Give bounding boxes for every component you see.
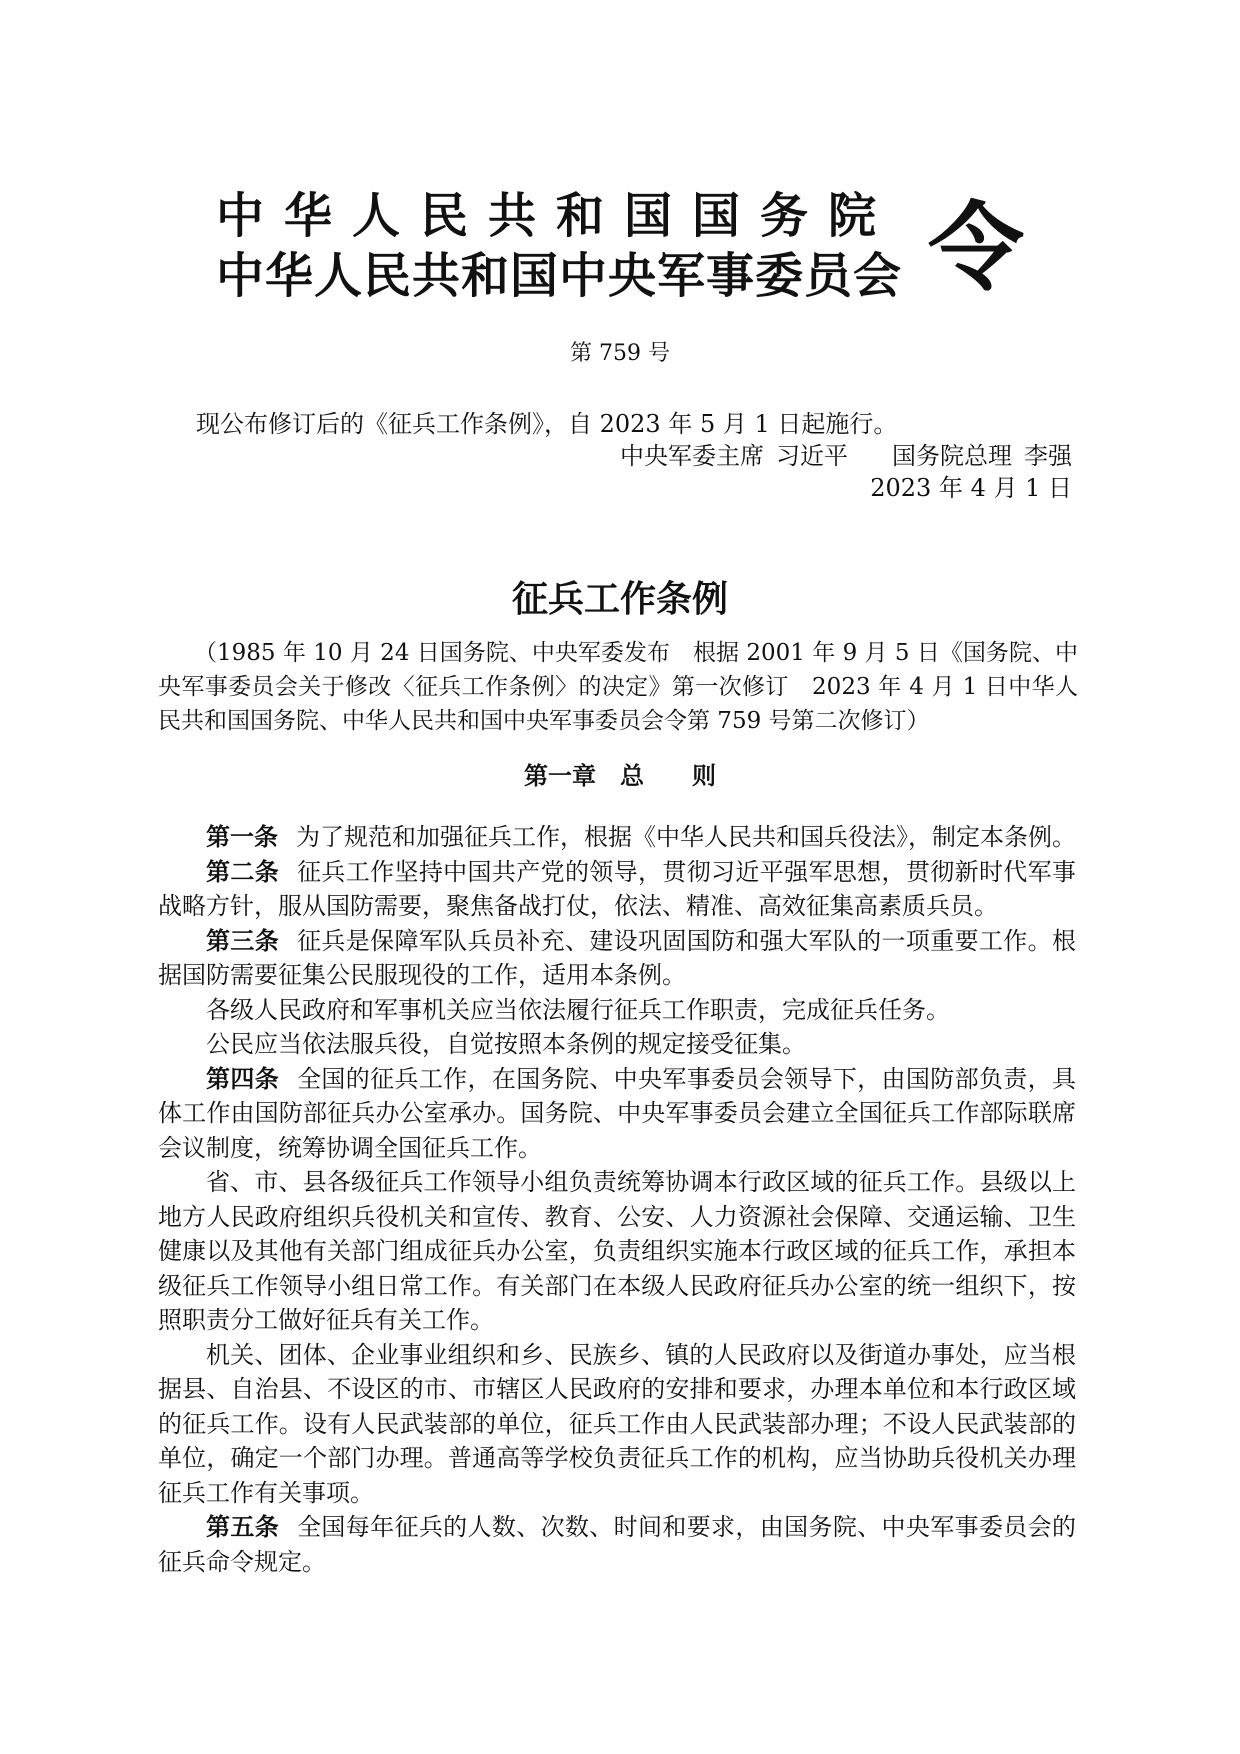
paragraph — [158, 820, 1076, 855]
decree-header — [216, 190, 1036, 310]
decree-number: 第 759 号 — [570, 341, 670, 366]
promulgation-statement: 现公布修订后的《征兵工作条例》，自 2023 年 5 月 1 日起施行。 — [196, 410, 898, 438]
article-number: 第四条 — [206, 1064, 280, 1093]
paragraph — [158, 1165, 1076, 1338]
paragraph-text: 为了规范和加强征兵工作，根据《中华人民共和国兵役法》，制定本条例。 — [296, 823, 1076, 851]
decree-date: 2023 年 4 月 1 日 — [870, 474, 1072, 502]
paragraph-text: 全国每年征兵的人数、次数、时间和要求，由国务院、中央军事委员会的征兵命令规定。 — [158, 1513, 1077, 1576]
paragraph — [158, 1027, 1076, 1062]
revision-history: （1985 年 10 月 24 日国务院、中央军委发布 根据 2001 年 9 月 5 日《国务院、中央军事委员会关于修改〈征兵工作条例〉的决定》第一次修订 2023 年 4 月 1 日中华人民共和国国务院、中华人民共和国中央军事委员会令第 759 号第二次修订） — [158, 640, 1078, 734]
paragraph — [158, 1338, 1076, 1511]
paragraph — [158, 924, 1076, 993]
paragraph — [158, 1510, 1076, 1579]
chapter-heading: 第一章 总 则 — [524, 762, 716, 790]
regulation-title: 征兵工作条例 — [511, 579, 728, 620]
paragraph — [158, 1062, 1076, 1166]
signature-line — [620, 440, 1072, 472]
paragraph — [158, 855, 1076, 924]
cmc-chairman-name: 习近平 — [776, 442, 848, 470]
paragraph-text: 省、市、县各级征兵工作领导小组负责统筹协调本行政区域的征兵工作。县级以上地方人民政府组织兵役机关和宣传、教育、公安、人力资源社会保障、交通运输、卫生健康以及其他有关部门组成征兵办公室，负责组织实施本行政区域的征兵工作，承担本级征兵工作领导小组日常工作。有关部门在本级人民政府征兵办公室的统一组织下，按照职责分工做好征兵有关工作。 — [158, 1168, 1076, 1334]
paragraph-text: 征兵工作坚持中国共产党的领导，贯彻习近平强军思想，贯彻新时代军事战略方针，服从国防需要，聚焦备战打仗，依法、精准、高效征集高素质兵员。 — [158, 857, 1077, 920]
article-number: 第二条 — [206, 857, 280, 886]
premier-title: 国务院总理 — [892, 442, 1012, 470]
premier-name: 李强 — [1024, 442, 1072, 470]
paragraph-text: 各级人民政府和军事机关应当依法履行征兵工作职责，完成征兵任务。 — [206, 995, 950, 1024]
article-number: 第五条 — [206, 1513, 280, 1541]
regulation-body — [158, 820, 1076, 1579]
issuer-state-council: 中华人民共和国国务院 — [216, 188, 897, 244]
paragraph-text: 机关、团体、企业事业组织和乡、民族乡、镇的人民政府以及街道办事处，应当根据县、自治县、不设区的市、市辖区人民政府的安排和要求，办理本单位和本行政区域的征兵工作。设有人民武装部的单位，征兵工作由人民武装部办理；不设人民武装部的单位，确定一个部门办理。普通高等学校负责征兵工作的机构，应当协助兵役机关办理征兵工作有关事项。 — [158, 1340, 1076, 1507]
paragraph — [158, 993, 1076, 1028]
paragraph-text: 征兵是保障军队兵员补充、建设巩固国防和强大军队的一项重要工作。根据国防需要征集公民服现役的工作，适用本条例。 — [158, 926, 1077, 989]
cmc-chairman-title: 中央军委主席 — [620, 442, 764, 470]
paragraph-text: 全国的征兵工作，在国务院、中央军事委员会领导下，由国防部负责，具体工作由国防部征兵办公室承办。国务院、中央军事委员会建立全国征兵工作部际联席会议制度，统筹协调全国征兵工作。 — [158, 1064, 1077, 1162]
article-number: 第一条 — [206, 823, 278, 851]
article-number: 第三条 — [206, 926, 280, 955]
decree-character: 令 — [928, 192, 1024, 304]
issuer-central-military-commission: 中华人民共和国中央军事委员会 — [216, 248, 903, 304]
paragraph-text: 公民应当依法服兵役，自觉按照本条例的规定接受征集。 — [206, 1030, 806, 1058]
